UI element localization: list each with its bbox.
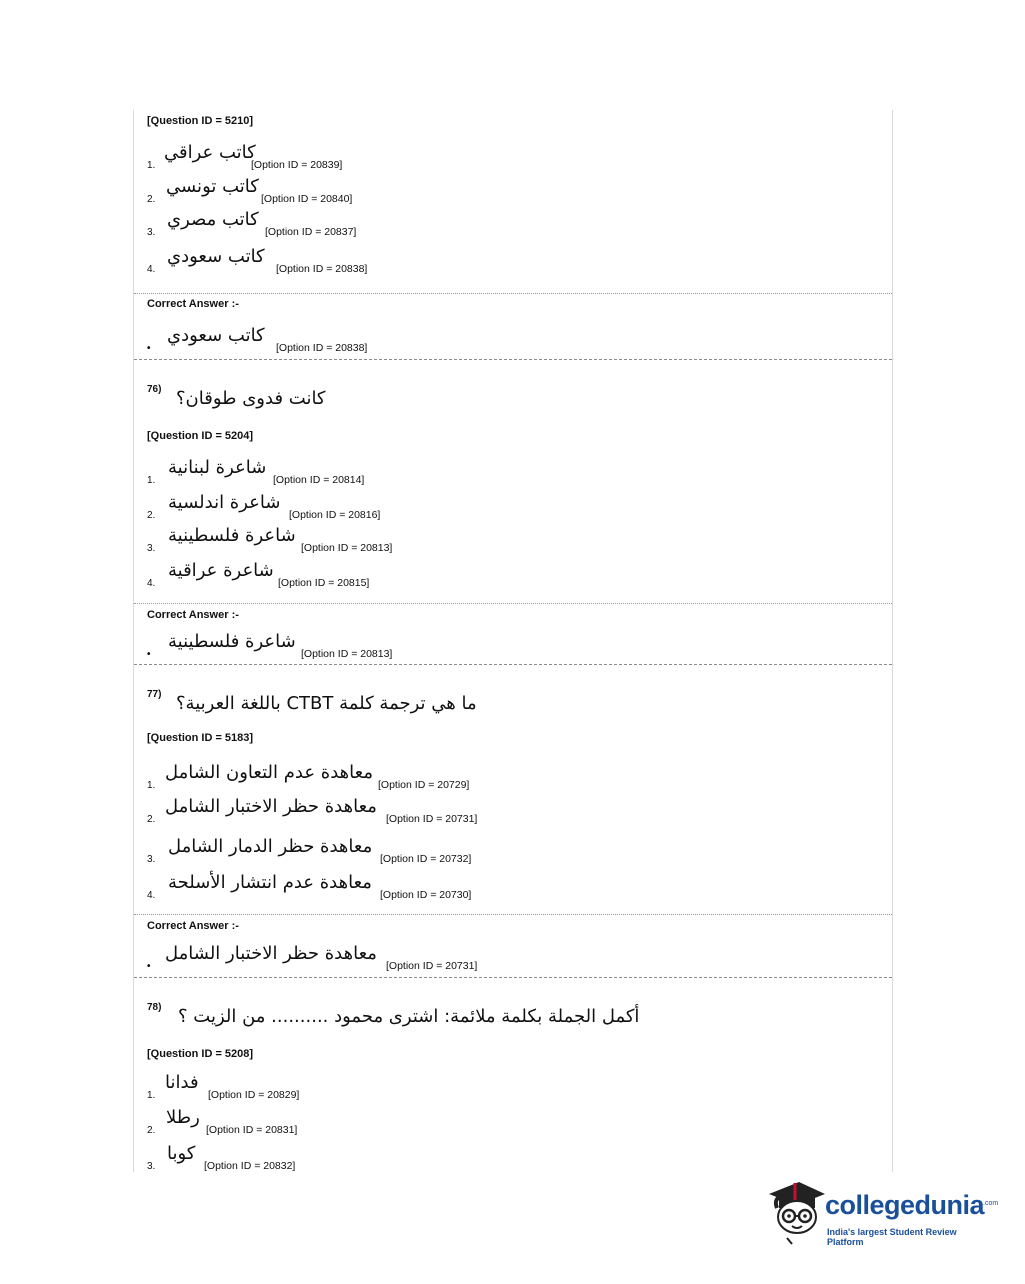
correct-answer <box>134 938 894 974</box>
question-id: [Question ID = 5183] <box>147 732 254 744</box>
option-id: [Option ID = 20832] <box>204 1160 296 1172</box>
option-number: 2. <box>147 814 156 825</box>
correct-bullet: • <box>147 343 151 354</box>
question-number: 77) <box>147 689 162 700</box>
option-id: [Option ID = 20731] <box>386 813 478 825</box>
correct-answer-label: Correct Answer :- <box>147 298 239 310</box>
option-number: 2. <box>147 194 156 205</box>
option-3 <box>134 520 894 556</box>
option-number: 2. <box>147 1125 156 1136</box>
question-text: كانت فدوى طوقان؟ <box>176 388 326 409</box>
question-id: [Question ID = 5208] <box>147 1048 254 1060</box>
option-id: [Option ID = 20816] <box>289 509 381 521</box>
question-75-options <box>134 110 892 294</box>
option-4 <box>134 241 894 277</box>
brand-domain: .com <box>983 1200 999 1207</box>
collegedunia-logo <box>765 1178 999 1248</box>
question-id: [Question ID = 5204] <box>147 430 254 442</box>
option-3 <box>134 831 894 867</box>
option-number: 3. <box>147 1161 156 1172</box>
correct-answer <box>134 320 894 356</box>
option-2 <box>134 171 894 207</box>
option-id: [Option ID = 20839] <box>251 159 343 171</box>
option-4 <box>134 867 894 903</box>
option-number: 3. <box>147 227 156 238</box>
option-text: شاعرة اندلسية <box>168 492 281 513</box>
option-text: شاعرة فلسطينية <box>168 525 296 546</box>
option-id: [Option ID = 20732] <box>380 853 472 865</box>
option-text: كاتب عراقي <box>164 142 256 163</box>
question-75-answer <box>134 294 892 360</box>
option-number: 4. <box>147 264 156 275</box>
option-number: 3. <box>147 543 156 554</box>
option-2 <box>134 487 894 523</box>
option-number: 1. <box>147 780 156 791</box>
question-number: 76) <box>147 384 162 395</box>
option-2 <box>134 791 894 827</box>
option-id: [Option ID = 20813] <box>301 542 393 554</box>
option-text: كاتب سعودي <box>167 246 265 267</box>
question-id: [Question ID = 5210] <box>147 115 254 127</box>
option-id: [Option ID = 20815] <box>278 577 370 589</box>
option-text: معاهدة عدم التعاون الشامل <box>165 762 373 783</box>
option-id: [Option ID = 20840] <box>261 193 353 205</box>
option-1 <box>134 757 894 793</box>
graduate-mascot-icon <box>765 1178 827 1248</box>
option-number: 4. <box>147 890 156 901</box>
option-number: 1. <box>147 1090 156 1101</box>
question-text: أكمل الجملة بكلمة ملائمة: اشترى محمود .......... من الزيت ؟ <box>178 1006 640 1027</box>
option-3 <box>134 204 894 240</box>
correct-answer-text: شاعرة فلسطينية <box>168 631 296 652</box>
question-78 <box>134 978 892 1172</box>
brand-tagline: India's largest Student Review Platform <box>827 1227 957 1247</box>
correct-answer <box>134 626 894 662</box>
option-id: [Option ID = 20837] <box>265 226 357 238</box>
option-id: [Option ID = 20814] <box>273 474 365 486</box>
option-text: كاتب مصري <box>167 209 259 230</box>
option-number: 1. <box>147 475 156 486</box>
option-id: [Option ID = 20838] <box>276 263 368 275</box>
option-1 <box>134 452 894 488</box>
option-text: كوبا <box>167 1143 196 1164</box>
question-paper <box>133 110 893 1172</box>
correct-bullet: • <box>147 649 151 660</box>
option-text: فدانا <box>165 1072 199 1093</box>
option-number: 3. <box>147 854 156 865</box>
correct-answer-text: كاتب سعودي <box>167 325 265 346</box>
option-text: شاعرة لبنانية <box>168 457 267 478</box>
option-1 <box>134 1067 894 1103</box>
option-number: 1. <box>147 160 156 171</box>
option-4 <box>134 555 894 591</box>
correct-answer-text: معاهدة حظر الاختبار الشامل <box>165 943 377 964</box>
option-3 <box>134 1138 894 1174</box>
correct-bullet: • <box>147 961 151 972</box>
question-76 <box>134 360 892 604</box>
question-77-answer <box>134 915 892 978</box>
option-id: [Option ID = 20813] <box>301 648 393 660</box>
question-77 <box>134 665 892 915</box>
option-1 <box>134 137 894 173</box>
option-id: [Option ID = 20829] <box>208 1089 300 1101</box>
option-text: رطلا <box>166 1107 200 1128</box>
option-id: [Option ID = 20730] <box>380 889 472 901</box>
option-text: معاهدة حظر الدمار الشامل <box>168 836 373 857</box>
option-id: [Option ID = 20729] <box>378 779 470 791</box>
option-id: [Option ID = 20838] <box>276 342 368 354</box>
option-text: كاتب تونسي <box>166 176 259 197</box>
question-number: 78) <box>147 1002 162 1013</box>
option-id: [Option ID = 20831] <box>206 1124 298 1136</box>
option-text: معاهدة عدم انتشار الأسلحة <box>168 872 372 893</box>
option-text: شاعرة عراقية <box>168 560 274 581</box>
option-number: 2. <box>147 510 156 521</box>
question-text: ما هي ترجمة كلمة CTBT باللغة العربية؟ <box>176 693 477 714</box>
option-number: 4. <box>147 578 156 589</box>
question-76-answer <box>134 604 892 665</box>
option-id: [Option ID = 20731] <box>386 960 478 972</box>
brand-name: collegedunia <box>825 1190 985 1220</box>
option-2 <box>134 1102 894 1138</box>
option-text: معاهدة حظر الاختبار الشامل <box>165 796 377 817</box>
correct-answer-label: Correct Answer :- <box>147 920 239 932</box>
correct-answer-label: Correct Answer :- <box>147 609 239 621</box>
